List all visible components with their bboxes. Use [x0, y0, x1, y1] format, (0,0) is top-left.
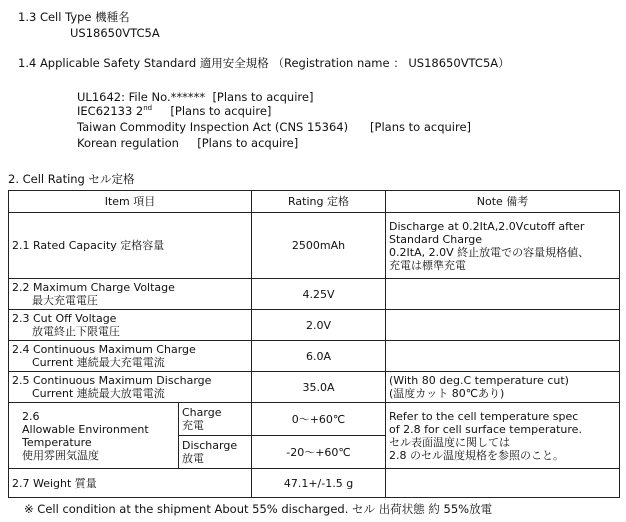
header-note: Note 備考	[386, 191, 620, 213]
standard-taiwan-cns15364: Taiwan Commodity Inspection Act (CNS 15364) [Plans to acquire]	[77, 120, 472, 134]
table-row-cutoff-voltage	[9, 310, 620, 341]
item-environment-temperature: 2.6 Allowable Environment Temperature 使用雰囲気温度	[9, 403, 179, 469]
item-max-discharge-current: 2.5 Continuous Maximum Discharge Current 連続最大放電電流	[9, 372, 252, 403]
section-2-heading: 2. Cell Rating セル定格	[8, 172, 135, 186]
standard-iec62133: IEC62133 2nd [Plans to acquire]	[77, 104, 272, 118]
note-weight	[386, 469, 620, 498]
note-max-charge-current	[386, 341, 620, 372]
standard-korean-regulation: Korean regulation [Plans to acquire]	[77, 136, 299, 150]
table-row-rated-capacity	[9, 213, 620, 279]
rating-charge-temperature: 0～+60℃	[252, 403, 386, 436]
cell-model-name: US18650VTC5A	[70, 26, 160, 40]
cell-rating-table	[8, 190, 620, 498]
item-max-charge-current: 2.4 Continuous Maximum Charge Current 連続最大充電電流	[9, 341, 252, 372]
rating-discharge-temperature: -20～+60℃	[252, 436, 386, 469]
note-rated-capacity: Discharge at 0.2ItA,2.0Vcutoff after Standard Charge 0.2ItA, 2.0V 終止放電での容量規格値、 充電は標準充電	[386, 213, 620, 279]
table-row-max-charge-current	[9, 341, 620, 372]
table-row-environment-charge	[9, 403, 620, 436]
subitem-discharge: Discharge 放電	[179, 436, 252, 469]
note-environment-temperature: Refer to the cell temperature spec of 2.8 for cell surface temperature. セル表面温度に関しては 2.8 のセル温度規格を参照のこと。	[386, 403, 620, 469]
table-header-row	[9, 191, 620, 213]
rating-rated-capacity: 2500mAh	[252, 213, 386, 279]
note-cutoff-voltage	[386, 310, 620, 341]
subitem-charge: Charge 充電	[179, 403, 252, 436]
rating-max-charge-current: 6.0A	[252, 341, 386, 372]
note-max-discharge-current: (With 80 deg.C temperature cut) (温度カット 80℃あり)	[386, 372, 620, 403]
table-row-max-charge-voltage	[9, 279, 620, 310]
rating-max-charge-voltage: 4.25V	[252, 279, 386, 310]
section-1-3-heading: 1.3 Cell Type 機種名	[18, 10, 130, 24]
note-max-charge-voltage	[386, 279, 620, 310]
rating-weight: 47.1+/-1.5 g	[252, 469, 386, 498]
item-weight: 2.7 Weight 質量	[9, 469, 252, 498]
shipment-condition-footnote: ※ Cell condition at the shipment About 55% discharged. セル 出荷状態 約 55%放電	[24, 502, 493, 516]
header-item: Item 項目	[9, 191, 252, 213]
table-row-weight	[9, 469, 620, 498]
rating-cutoff-voltage: 2.0V	[252, 310, 386, 341]
item-max-charge-voltage: 2.2 Maximum Charge Voltage 最大充電電圧	[9, 279, 252, 310]
item-rated-capacity: 2.1 Rated Capacity 定格容量	[9, 213, 252, 279]
rating-max-discharge-current: 35.0A	[252, 372, 386, 403]
table-row-max-discharge-current	[9, 372, 620, 403]
standard-ul1642: UL1642: File No.****** [Plans to acquire]	[77, 90, 314, 104]
section-1-4-heading: 1.4 Applicable Safety Standard 適用安全規格 （Registration name ： US18650VTC5A）	[18, 56, 510, 70]
item-cutoff-voltage: 2.3 Cut Off Voltage 放電終止下限電圧	[9, 310, 252, 341]
header-rating: Rating 定格	[252, 191, 386, 213]
